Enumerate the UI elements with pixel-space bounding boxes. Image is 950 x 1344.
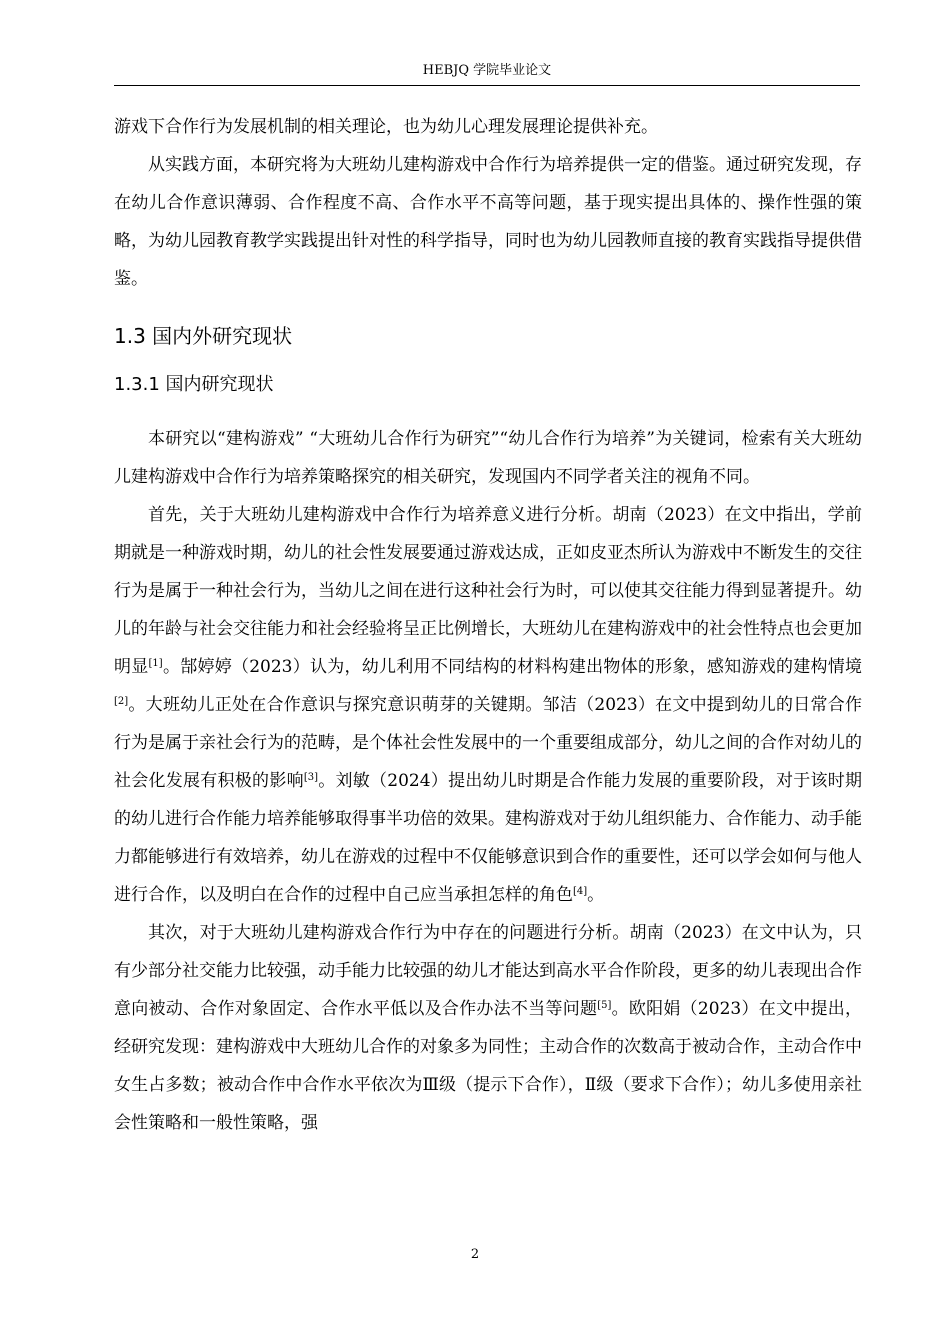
page-header: HEBJQ 学院毕业论文 xyxy=(422,63,552,78)
paragraph-significance xyxy=(114,496,862,914)
citation-1: [1] xyxy=(148,658,163,669)
citation-5: [5] xyxy=(597,1000,612,1011)
text-run: 。欧阳娟（2023）在文中提出，经研究发现：建构游戏中大班幼儿合作的对象多为同性；主动合作的次数高于被动合作，主动合作中女生占多数；被动合作中合作水平依次为Ⅲ级（提示下合作），Ⅱ级（要求下合作）；幼儿多使用亲社会性策略和一般性策略，强 xyxy=(114,999,863,1133)
paragraph-keywords: 本研究以“建构游戏” “大班幼儿合作行为研究”“幼儿合作行为培养”为关键词，检索有关大班幼儿建构游戏中合作行为培养策略探究的相关研究，发现国内不同学者关注的视角不同。 xyxy=(114,429,862,487)
citation-4: [4] xyxy=(573,886,588,897)
text-run: 。郜婷婷（2023）认为，幼儿利用不同结构的材料构建出物体的形象，感知游戏的建构情境 xyxy=(162,657,862,677)
paragraph-continuation: 游戏下合作行为发展机制的相关理论，也为幼儿心理发展理论提供补充。 xyxy=(114,117,658,137)
document-body xyxy=(114,108,862,1142)
citation-3: [3] xyxy=(303,772,319,783)
header-rule xyxy=(114,85,860,86)
citation-2: [2] xyxy=(114,696,129,707)
text-run: 首先，关于大班幼儿建构游戏中合作行为培养意义进行分析。胡南（2023）在文中指出，学前期就是一种游戏时期，幼儿的社会性发展要通过游戏达成，正如皮亚杰所认为游戏中不断发生的交往行为是属于一种社会行为，当幼儿之间在进行这种社会行为时，可以使其交往能力得到显著提升。幼儿的年龄与社会交往能力和社会经验将呈正比例增长，大班幼儿在建构游戏中的社会性特点也会更加明显 xyxy=(114,505,862,677)
text-run: 。 xyxy=(587,885,605,905)
paragraph-problems xyxy=(114,914,862,1142)
page-number: 2 xyxy=(470,1247,480,1262)
section-heading: 1.3 国内外研究现状 xyxy=(114,324,293,348)
text-run: 。刘敏（2024）提出幼儿时期是合作能力发展的重要阶段，对于该时期的幼儿进行合作能力培养能够取得事半功倍的效果。建构游戏对于幼儿组织能力、合作能力、动手能力都能够进行有效培养，幼儿在游戏的过程中不仅能够意识到合作的重要性，还可以学会如何与他人进行合作，以及明白在合作的过程中自己应当承担怎样的角色 xyxy=(114,771,863,905)
subsection-heading: 1.3.1 国内研究现状 xyxy=(114,374,274,395)
text-run: 。大班幼儿正处在合作意识与探究意识萌芽的关键期。邹洁（2023）在文中提到幼儿的日常合作行为是属于亲社会行为的范畴，是个体社会性发展中的一个重要组成部分，幼儿之间的合作对幼儿的社会化发展有积极的影响 xyxy=(114,695,862,791)
paragraph-practice: 从实践方面，本研究将为大班幼儿建构游戏中合作行为培养提供一定的借鉴。通过研究发现，存在幼儿合作意识薄弱、合作程度不高、合作水平不高等问题，基于现实提出具体的、操作性强的策略，为幼儿园教育教学实践提出针对性的科学指导，同时也为幼儿园教师直接的教育实践指导提供借鉴。 xyxy=(114,155,862,289)
text-run: 其次，对于大班幼儿建构游戏合作行为中存在的问题进行分析。胡南（2023）在文中认为，只有少部分社交能力比较强，动手能力比较强的幼儿才能达到高水平合作阶段，更多的幼儿表现出合作意向被动、合作对象固定、合作水平低以及合作办法不当等问题 xyxy=(114,923,862,1019)
